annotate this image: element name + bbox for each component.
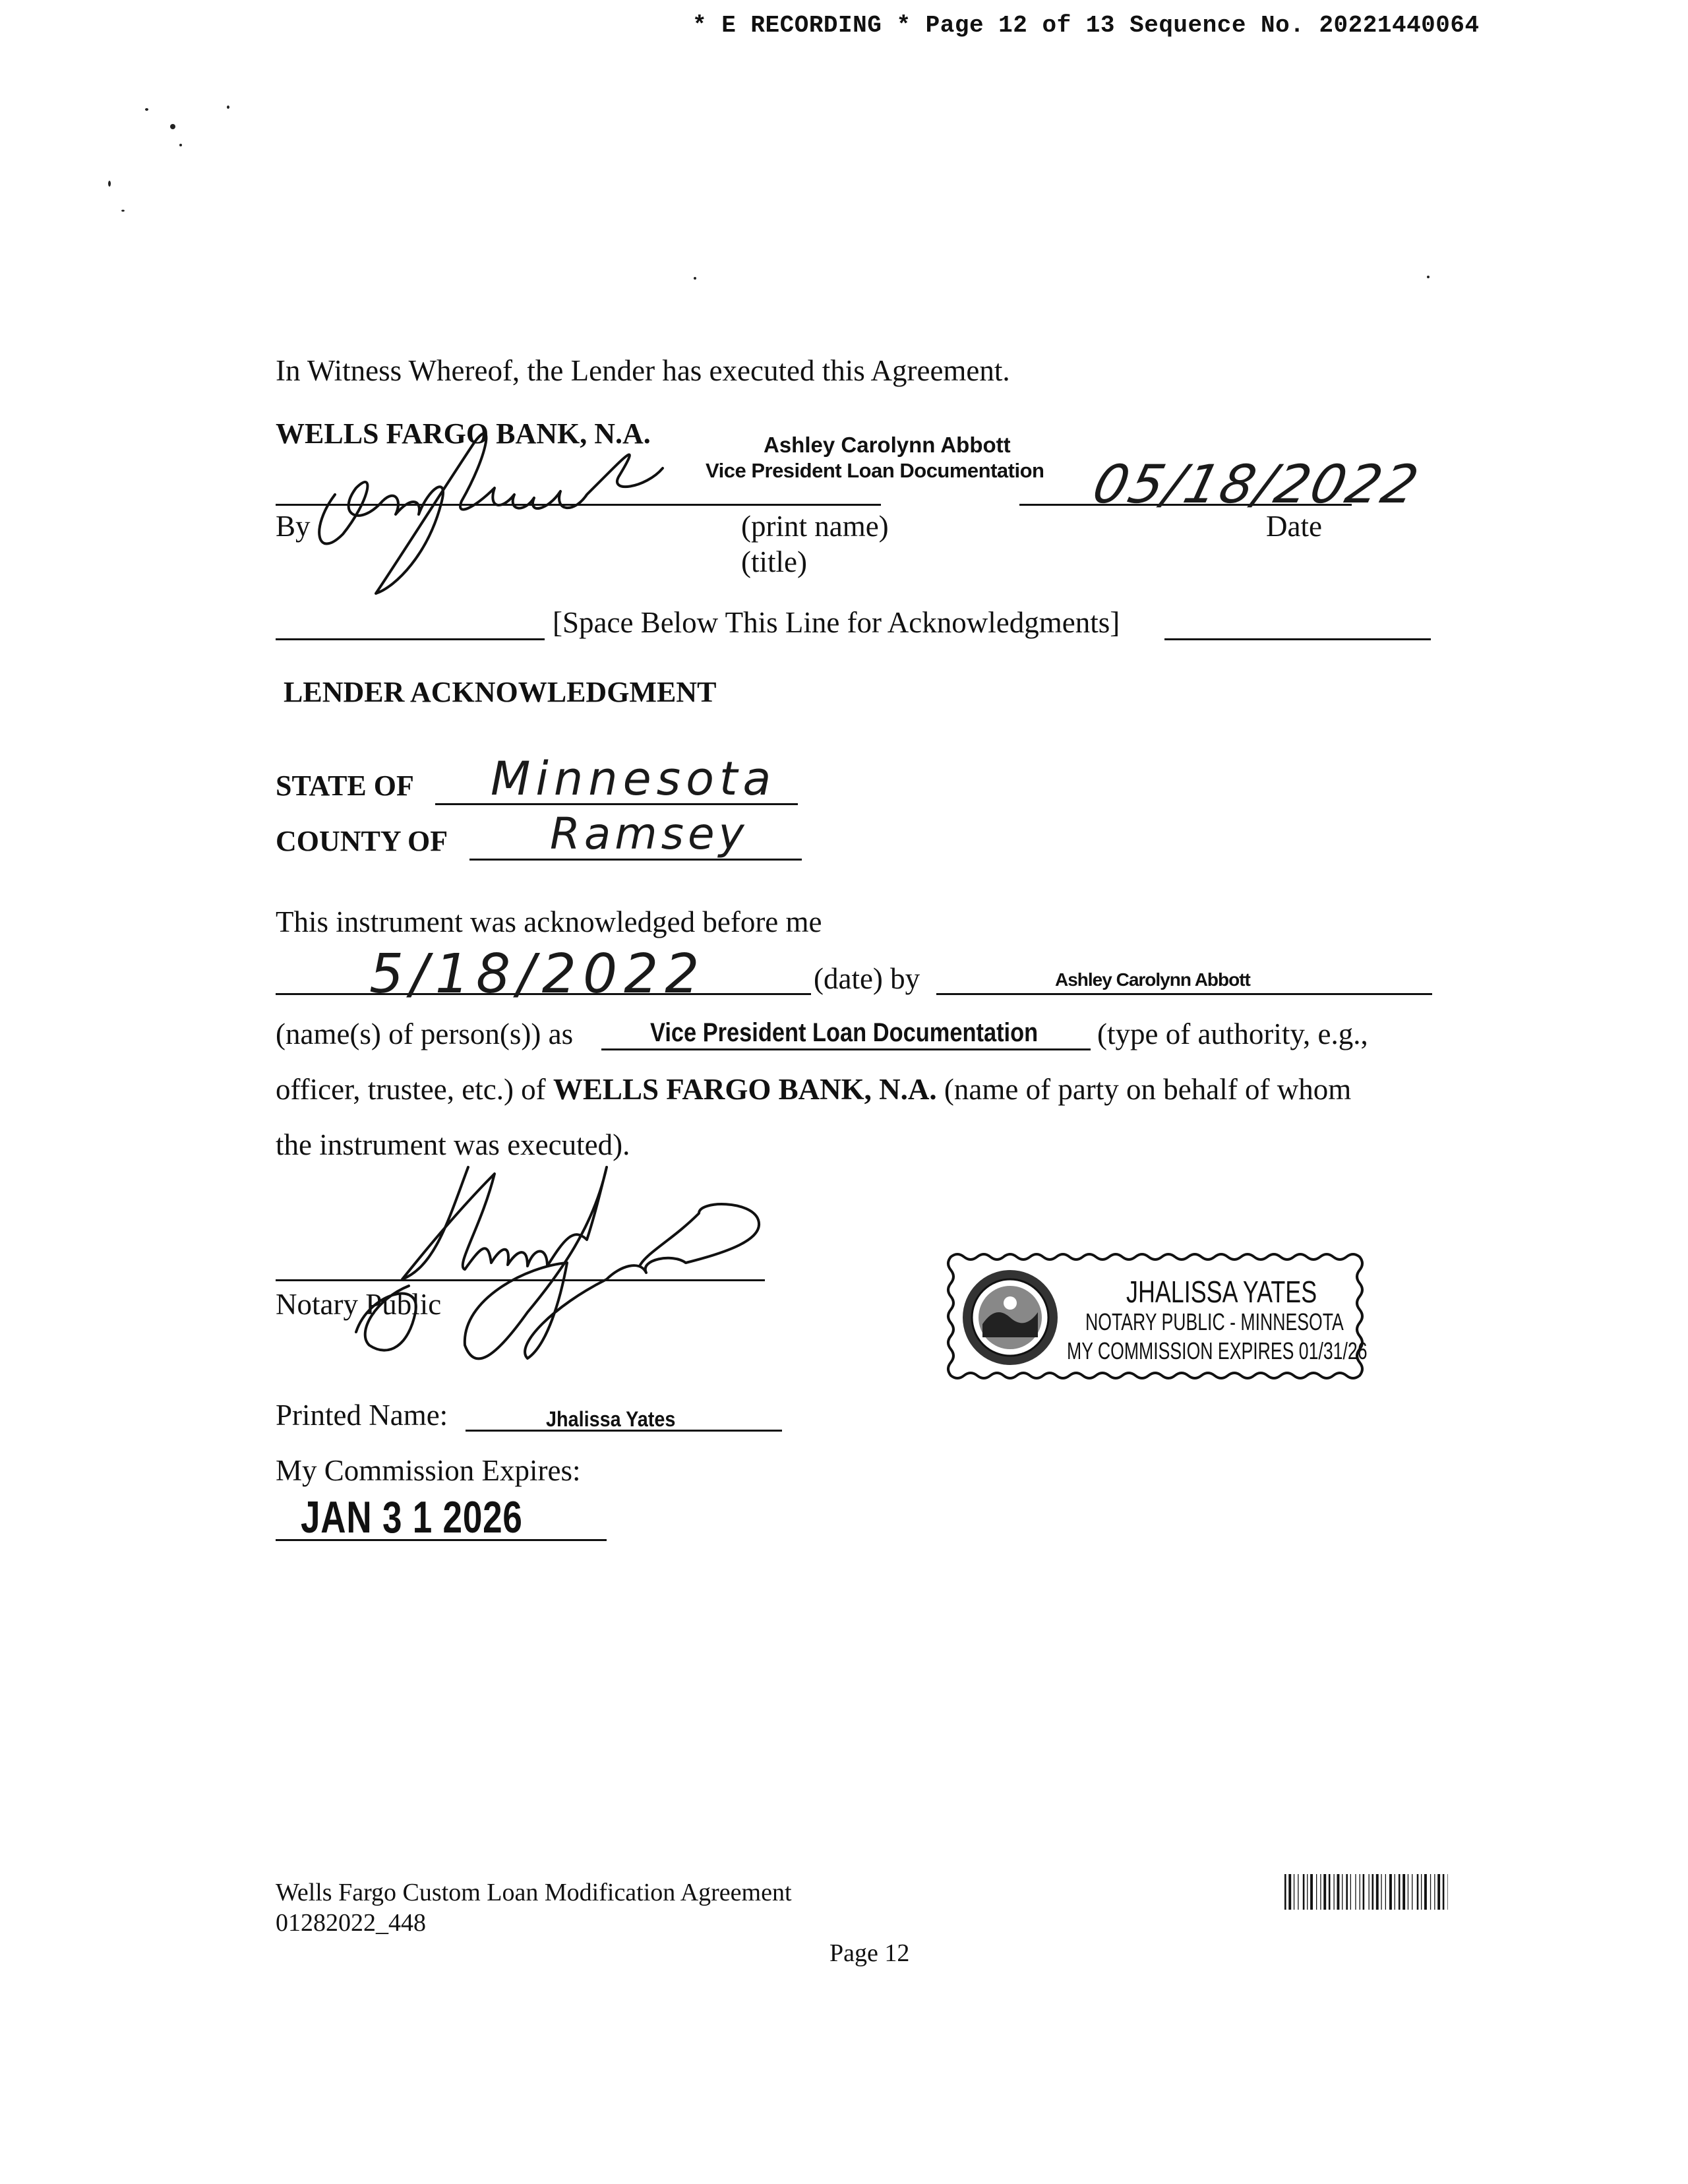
ack-line3-prefix: officer, trustee, etc.) of	[276, 1073, 546, 1106]
footer-page-number: Page 12	[829, 1939, 910, 1967]
barcode-bar	[1350, 1874, 1351, 1910]
scan-speck	[694, 277, 696, 280]
ack-line3	[276, 1075, 1351, 1105]
barcode-bar	[1443, 1874, 1445, 1910]
scan-speck	[179, 144, 182, 146]
barcode-bar	[1316, 1874, 1317, 1910]
divider-right-line	[1164, 638, 1431, 640]
barcode-bar	[1424, 1874, 1427, 1910]
barcode-bar	[1417, 1874, 1419, 1910]
ack-line4: the instrument was executed).	[276, 1128, 630, 1161]
title-label: (title)	[741, 545, 807, 578]
ack-line3-bank: WELLS FARGO BANK, N.A.	[553, 1073, 937, 1106]
barcode-bar	[1447, 1874, 1448, 1910]
barcode-bar	[1402, 1874, 1405, 1910]
scan-speck	[227, 106, 229, 109]
stamp-notary-name: JHALISSA YATES	[1126, 1275, 1317, 1309]
state-label: STATE OF	[276, 770, 414, 802]
stamp-notary-title: NOTARY PUBLIC - MINNESOTA	[1085, 1308, 1344, 1335]
acknowledged-person-name: Ashley Carolynn Abbott	[1055, 969, 1250, 990]
footer-doc-code: 01282022_448	[276, 1909, 426, 1937]
barcode-bar	[1307, 1874, 1308, 1910]
barcode-bar	[1337, 1874, 1340, 1910]
witness-intro: In Witness Whereof, the Lender has executed this Agreement.	[276, 354, 1010, 387]
scan-speck	[170, 124, 175, 129]
scan-speck	[145, 108, 148, 111]
notary-signature	[330, 1147, 791, 1385]
state-seal-icon	[963, 1270, 1058, 1365]
printed-name-label: Printed Name:	[276, 1399, 448, 1432]
authority-line	[601, 1048, 1091, 1050]
barcode-bar	[1363, 1874, 1365, 1910]
person-name-line	[936, 993, 1432, 995]
signer-printed-title: Vice President Loan Documentation	[706, 459, 1044, 482]
barcode-bar	[1372, 1874, 1374, 1910]
scan-speck	[108, 181, 111, 187]
barcode-bar	[1369, 1874, 1370, 1910]
barcode-bar	[1437, 1874, 1440, 1910]
barcode-bar	[1329, 1874, 1331, 1910]
signer-printed-name: Ashley Carolynn Abbott	[764, 433, 1011, 457]
bank-name: WELLS FARGO BANK, N.A.	[276, 417, 651, 450]
county-value-handwritten: Ramsey	[550, 808, 748, 859]
scan-speck	[1427, 276, 1430, 278]
divider-left-line	[276, 638, 545, 640]
ack-line3-suffix: (name of party on behalf of whom	[944, 1073, 1352, 1106]
barcode-bar	[1434, 1874, 1435, 1910]
print-name-label: (print name)	[741, 510, 889, 543]
barcode-bar	[1355, 1874, 1356, 1910]
state-value-handwritten: Minnesota	[491, 752, 777, 806]
barcode-bar	[1284, 1874, 1286, 1910]
barcode-bar	[1385, 1874, 1386, 1910]
commission-stamp-date: JAN 3 1 2026	[301, 1492, 523, 1542]
barcode-bar	[1346, 1874, 1348, 1910]
ack-date-handwritten: 5/18/2022	[369, 943, 706, 1006]
barcode-bar	[1421, 1874, 1422, 1910]
barcode-bar	[1303, 1874, 1305, 1910]
scan-speck	[121, 210, 125, 212]
stamp-commission-expiry: MY COMMISSION EXPIRES 01/31/26	[1067, 1337, 1368, 1364]
county-label: COUNTY OF	[276, 825, 448, 857]
barcode-bar	[1389, 1874, 1392, 1910]
lender-signature	[297, 402, 666, 600]
barcode-bar	[1334, 1874, 1335, 1910]
by-label: By	[276, 510, 311, 543]
recording-header: * E RECORDING * Page 12 of 13 Sequence No. 20221440064	[692, 12, 1480, 39]
authority-value: Vice President Loan Documentation	[650, 1018, 1039, 1047]
acknowledgments-divider: [Space Below This Line for Acknowledgments]	[553, 606, 1120, 639]
barcode-bar	[1320, 1874, 1321, 1910]
signed-date-handwritten: 05/18/2022	[1087, 454, 1426, 515]
barcode-icon	[1284, 1874, 1448, 1910]
commission-label: My Commission Expires:	[276, 1454, 581, 1487]
acknowledgment-heading: LENDER ACKNOWLEDGMENT	[284, 676, 717, 708]
date-label: Date	[1266, 510, 1322, 543]
notary-public-label: Notary Public	[276, 1288, 442, 1321]
names-as-label: (name(s) of person(s)) as	[276, 1017, 574, 1050]
barcode-bar	[1430, 1874, 1431, 1910]
barcode-bar	[1288, 1874, 1291, 1910]
barcode-bar	[1399, 1874, 1401, 1910]
barcode-bar	[1376, 1874, 1379, 1910]
date-by-label: (date) by	[814, 962, 920, 995]
barcode-bar	[1323, 1874, 1326, 1910]
footer-doc-title: Wells Fargo Custom Loan Modification Agreement	[276, 1879, 792, 1906]
notary-printed-name: Jhalissa Yates	[546, 1407, 676, 1431]
barcode-bar	[1310, 1874, 1313, 1910]
acknowledged-intro: This instrument was acknowledged before me	[276, 905, 822, 938]
authority-label: (type of authority, e.g.,	[1097, 1017, 1368, 1050]
